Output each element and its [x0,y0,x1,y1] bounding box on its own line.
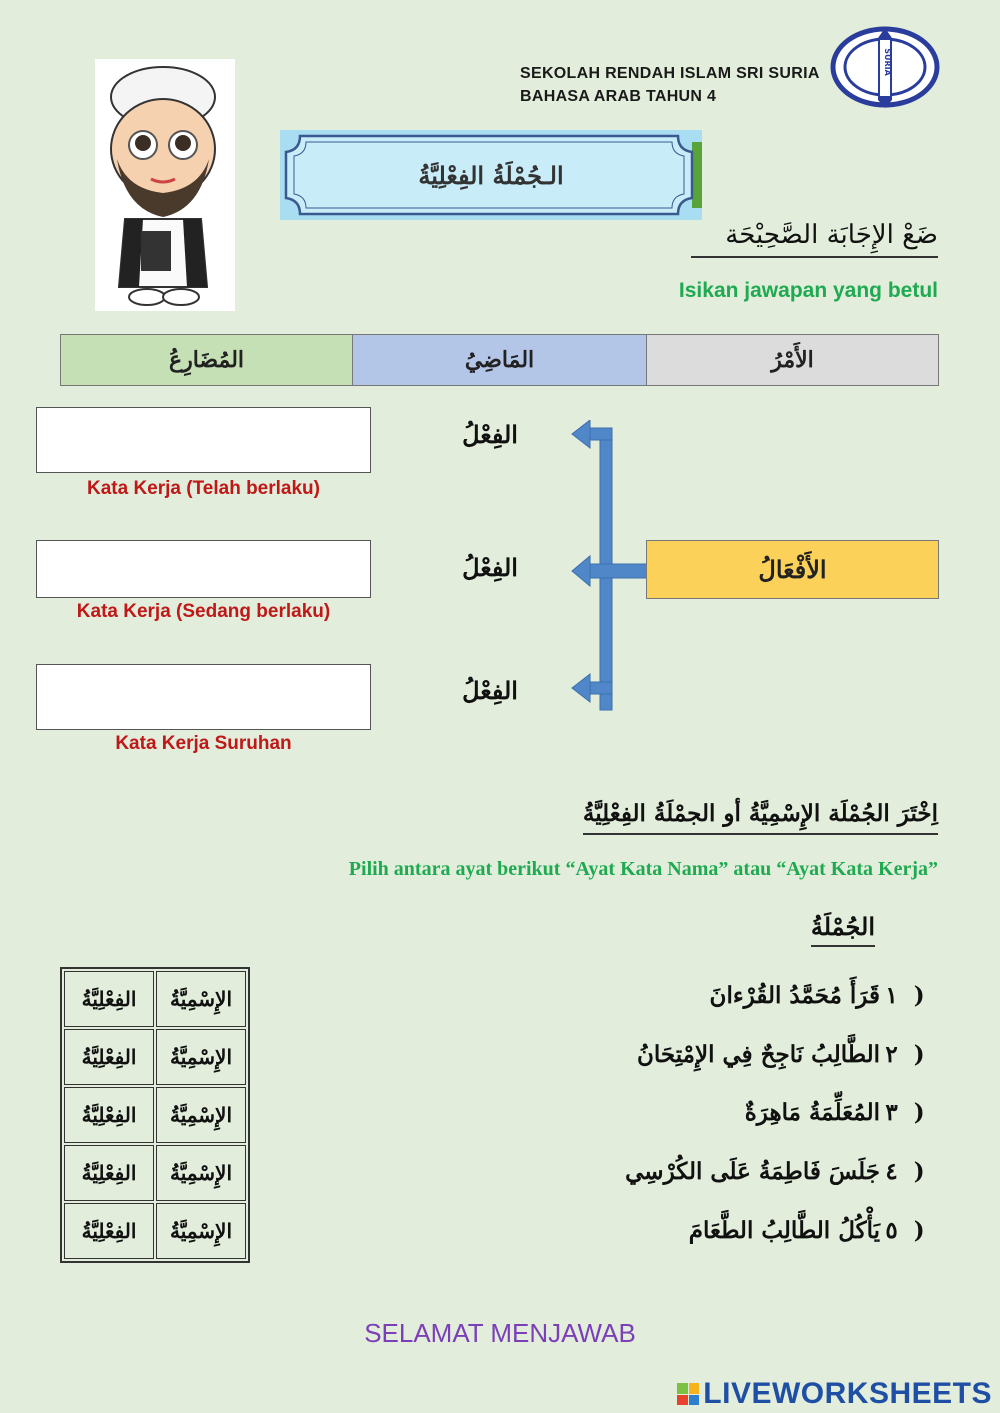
question-number: ٣ [885,1098,898,1126]
option-filiyyah[interactable]: الفِعْلِيَّةُ [64,971,154,1027]
options-row-3 [64,1087,246,1143]
root-afal: الأَفْعَالُ [646,540,939,599]
ustaz-character-image [95,59,235,311]
question-3: (٣ المُعَلِّمَةُ مَاهِرَةٌ [744,1098,925,1126]
question-2: (٢ الطَّالِبُ نَاجِحٌ فِي الإِمْتِحَانُ [636,1040,925,1068]
answer-box-amr[interactable] [36,664,371,730]
question-number: ٢ [885,1040,898,1068]
option-filiyyah[interactable]: الفِعْلِيَّةُ [64,1087,154,1143]
fil-label-3: الفِعْلُ [462,676,518,705]
question-text: الطَّالِبُ نَاجِحٌ فِي الإِمْتِحَانُ [636,1040,880,1068]
option-ismiyyah[interactable]: الإِسْمِيَّةُ [156,1145,246,1201]
answer-box-madi[interactable] [36,407,371,473]
category-amr[interactable]: الأَمْرُ [646,334,939,386]
option-filiyyah[interactable]: الفِعْلِيَّةُ [64,1203,154,1259]
option-filiyyah[interactable]: الفِعْلِيَّةُ [64,1029,154,1085]
liveworksheets-logo-icon [677,1383,699,1405]
category-mudari[interactable]: المُضَارِعُ [60,334,353,386]
school-logo [830,20,940,110]
fil-label-1: الفِعْلُ [462,420,518,449]
worksheet-title: الـجُمْلَةُ الفِعْلِيَّةُ [418,160,564,190]
category-madi[interactable]: المَاضِيُ [353,334,646,386]
question-text: المُعَلِّمَةُ مَاهِرَةٌ [744,1098,880,1126]
question-text: قَرَأَ مُحَمَّدُ القُرْءانَ [709,981,880,1009]
sentence-heading: الجُمْلَةُ [811,912,875,947]
label-madi: Kata Kerja (Telah berlaku) [86,478,320,499]
answer-box-mudari[interactable] [36,540,371,598]
subject-title: BAHASA ARAB TAHUN 4 [520,88,717,105]
label-amr: Kata Kerja Suruhan [115,733,292,754]
school-name: SEKOLAH RENDAH ISLAM SRI SURIA [520,65,820,82]
question-text: يَأْكُلُ الطَّالِبُ الطَّعَامَ [688,1216,880,1244]
closing-message: SELAMAT MENJAWAB [364,1318,636,1348]
school-header [520,62,820,108]
answer-options-table [60,967,250,1263]
question-5: (٥ يَأْكُلُ الطَّالِبُ الطَّعَامَ [688,1216,925,1244]
question-number: ٤ [885,1157,898,1185]
question-number: ٥ [885,1216,898,1244]
option-ismiyyah[interactable]: الإِسْمِيَّةُ [156,1087,246,1143]
option-ismiyyah[interactable]: الإِسْمِيَّةُ [156,1203,246,1259]
question-text: جَلَسَ فَاطِمَةُ عَلَى الكُرْسِي [625,1157,880,1185]
option-filiyyah[interactable]: الفِعْلِيَّةُ [64,1145,154,1201]
question-1: (١ قَرَأَ مُحَمَّدُ القُرْءانَ [709,981,925,1009]
instruction2-arabic: اِخْتَرَ الجُمْلَة الإِسْمِيَّةُ أو الجمْلَةُ الفِعْلِيَّةُ [583,800,938,835]
instruction-malay: Isikan jawapan yang betul [678,279,938,302]
instruction-arabic: ضَعْ الإِجَابَة الصَّحِيْحَة [691,220,938,258]
label-mudari: Kata Kerja (Sedang berlaku) [76,601,331,622]
instruction2-malay: Pilih antara ayat berikut “Ayat Kata Nama” atau “Ayat Kata Kerja” [348,858,938,880]
option-ismiyyah[interactable]: الإِسْمِيَّةُ [156,1029,246,1085]
liveworksheets-brand[interactable] [677,1377,992,1411]
option-ismiyyah[interactable]: الإِسْمِيَّةُ [156,971,246,1027]
question-4: (٤ جَلَسَ فَاطِمَةُ عَلَى الكُرْسِي [625,1157,925,1185]
options-row-4 [64,1145,246,1201]
question-number: ١ [885,981,898,1009]
options-row-2 [64,1029,246,1085]
options-row-5 [64,1203,246,1259]
svg-text:SURIA: SURIA [883,48,892,76]
options-row-1 [64,971,246,1027]
brand-name: LIVEWORKSHEETS [703,1377,992,1410]
fil-label-2: الفِعْلُ [462,553,518,582]
